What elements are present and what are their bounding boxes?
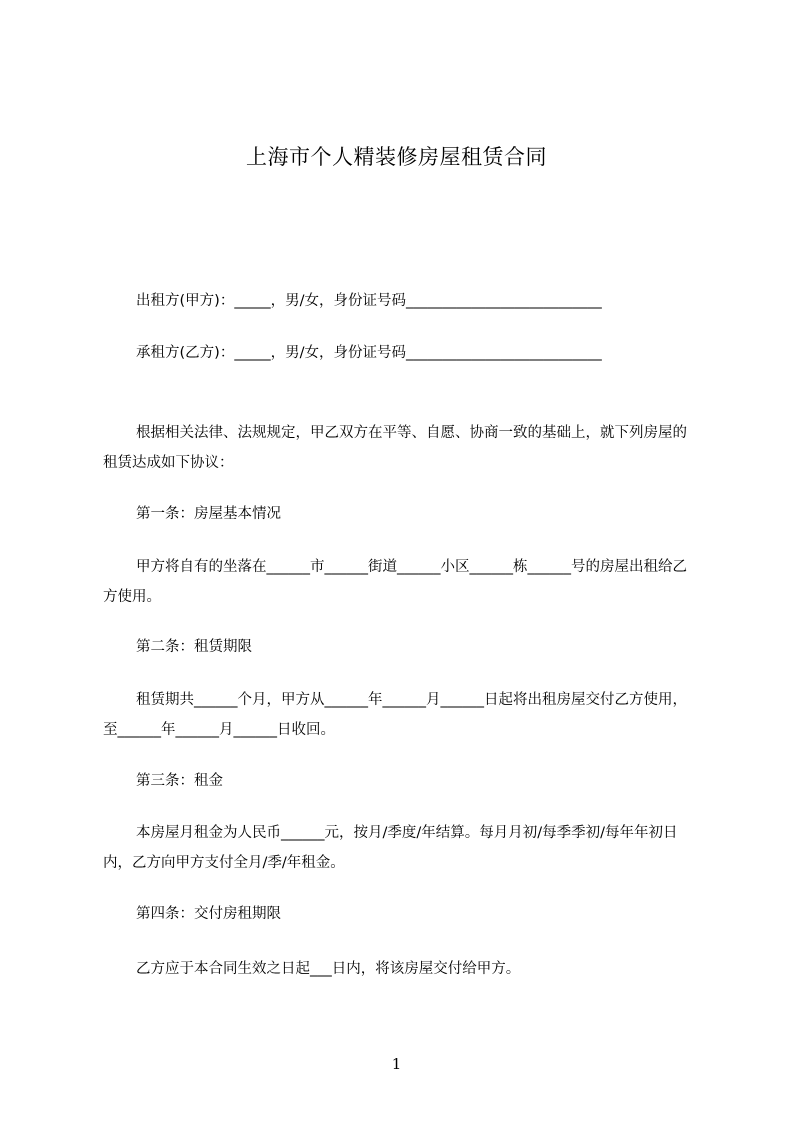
article-4-body: 乙方应于本合同生效之日起___日内，将该房屋交付给甲方。 [136, 961, 521, 977]
article-1-body: 甲方将自有的坐落在______市______街道______小区______栋______号的房屋出租给乙方使用。 [103, 559, 687, 605]
preamble-paragraph: 根据相关法律、法规规定，甲乙双方在平等、自愿、协商一致的基础上，就下列房屋的租赁达成如下协议： [103, 425, 687, 471]
article-2-body: 租赁期共______个月，甲方从______年______月______日起将出租房屋交付乙方使用，至______年______月______日收回。 [103, 692, 687, 738]
party-b-line: 承租方(乙方)：_____，男/女，身份证号码___________________________ [136, 345, 602, 361]
article-1-heading: 第一条：房屋基本情况 [136, 506, 281, 522]
page-number: 1 [391, 1055, 402, 1073]
article-3-body: 本房屋月租金为人民币______元，按月/季度/年结算。每月月初/每季季初/每年年初日内，乙方向甲方支付全月/季/年租金。 [103, 825, 678, 871]
document-title: 上海市个人精装修房屋租赁合同 [246, 145, 547, 169]
article-3-heading: 第三条：租金 [136, 773, 223, 789]
party-a-line: 出租方(甲方)：_____，男/女，身份证号码___________________________ [136, 293, 602, 309]
article-2-heading: 第二条：租赁期限 [136, 639, 252, 655]
article-4-heading: 第四条：交付房租期限 [136, 906, 281, 922]
